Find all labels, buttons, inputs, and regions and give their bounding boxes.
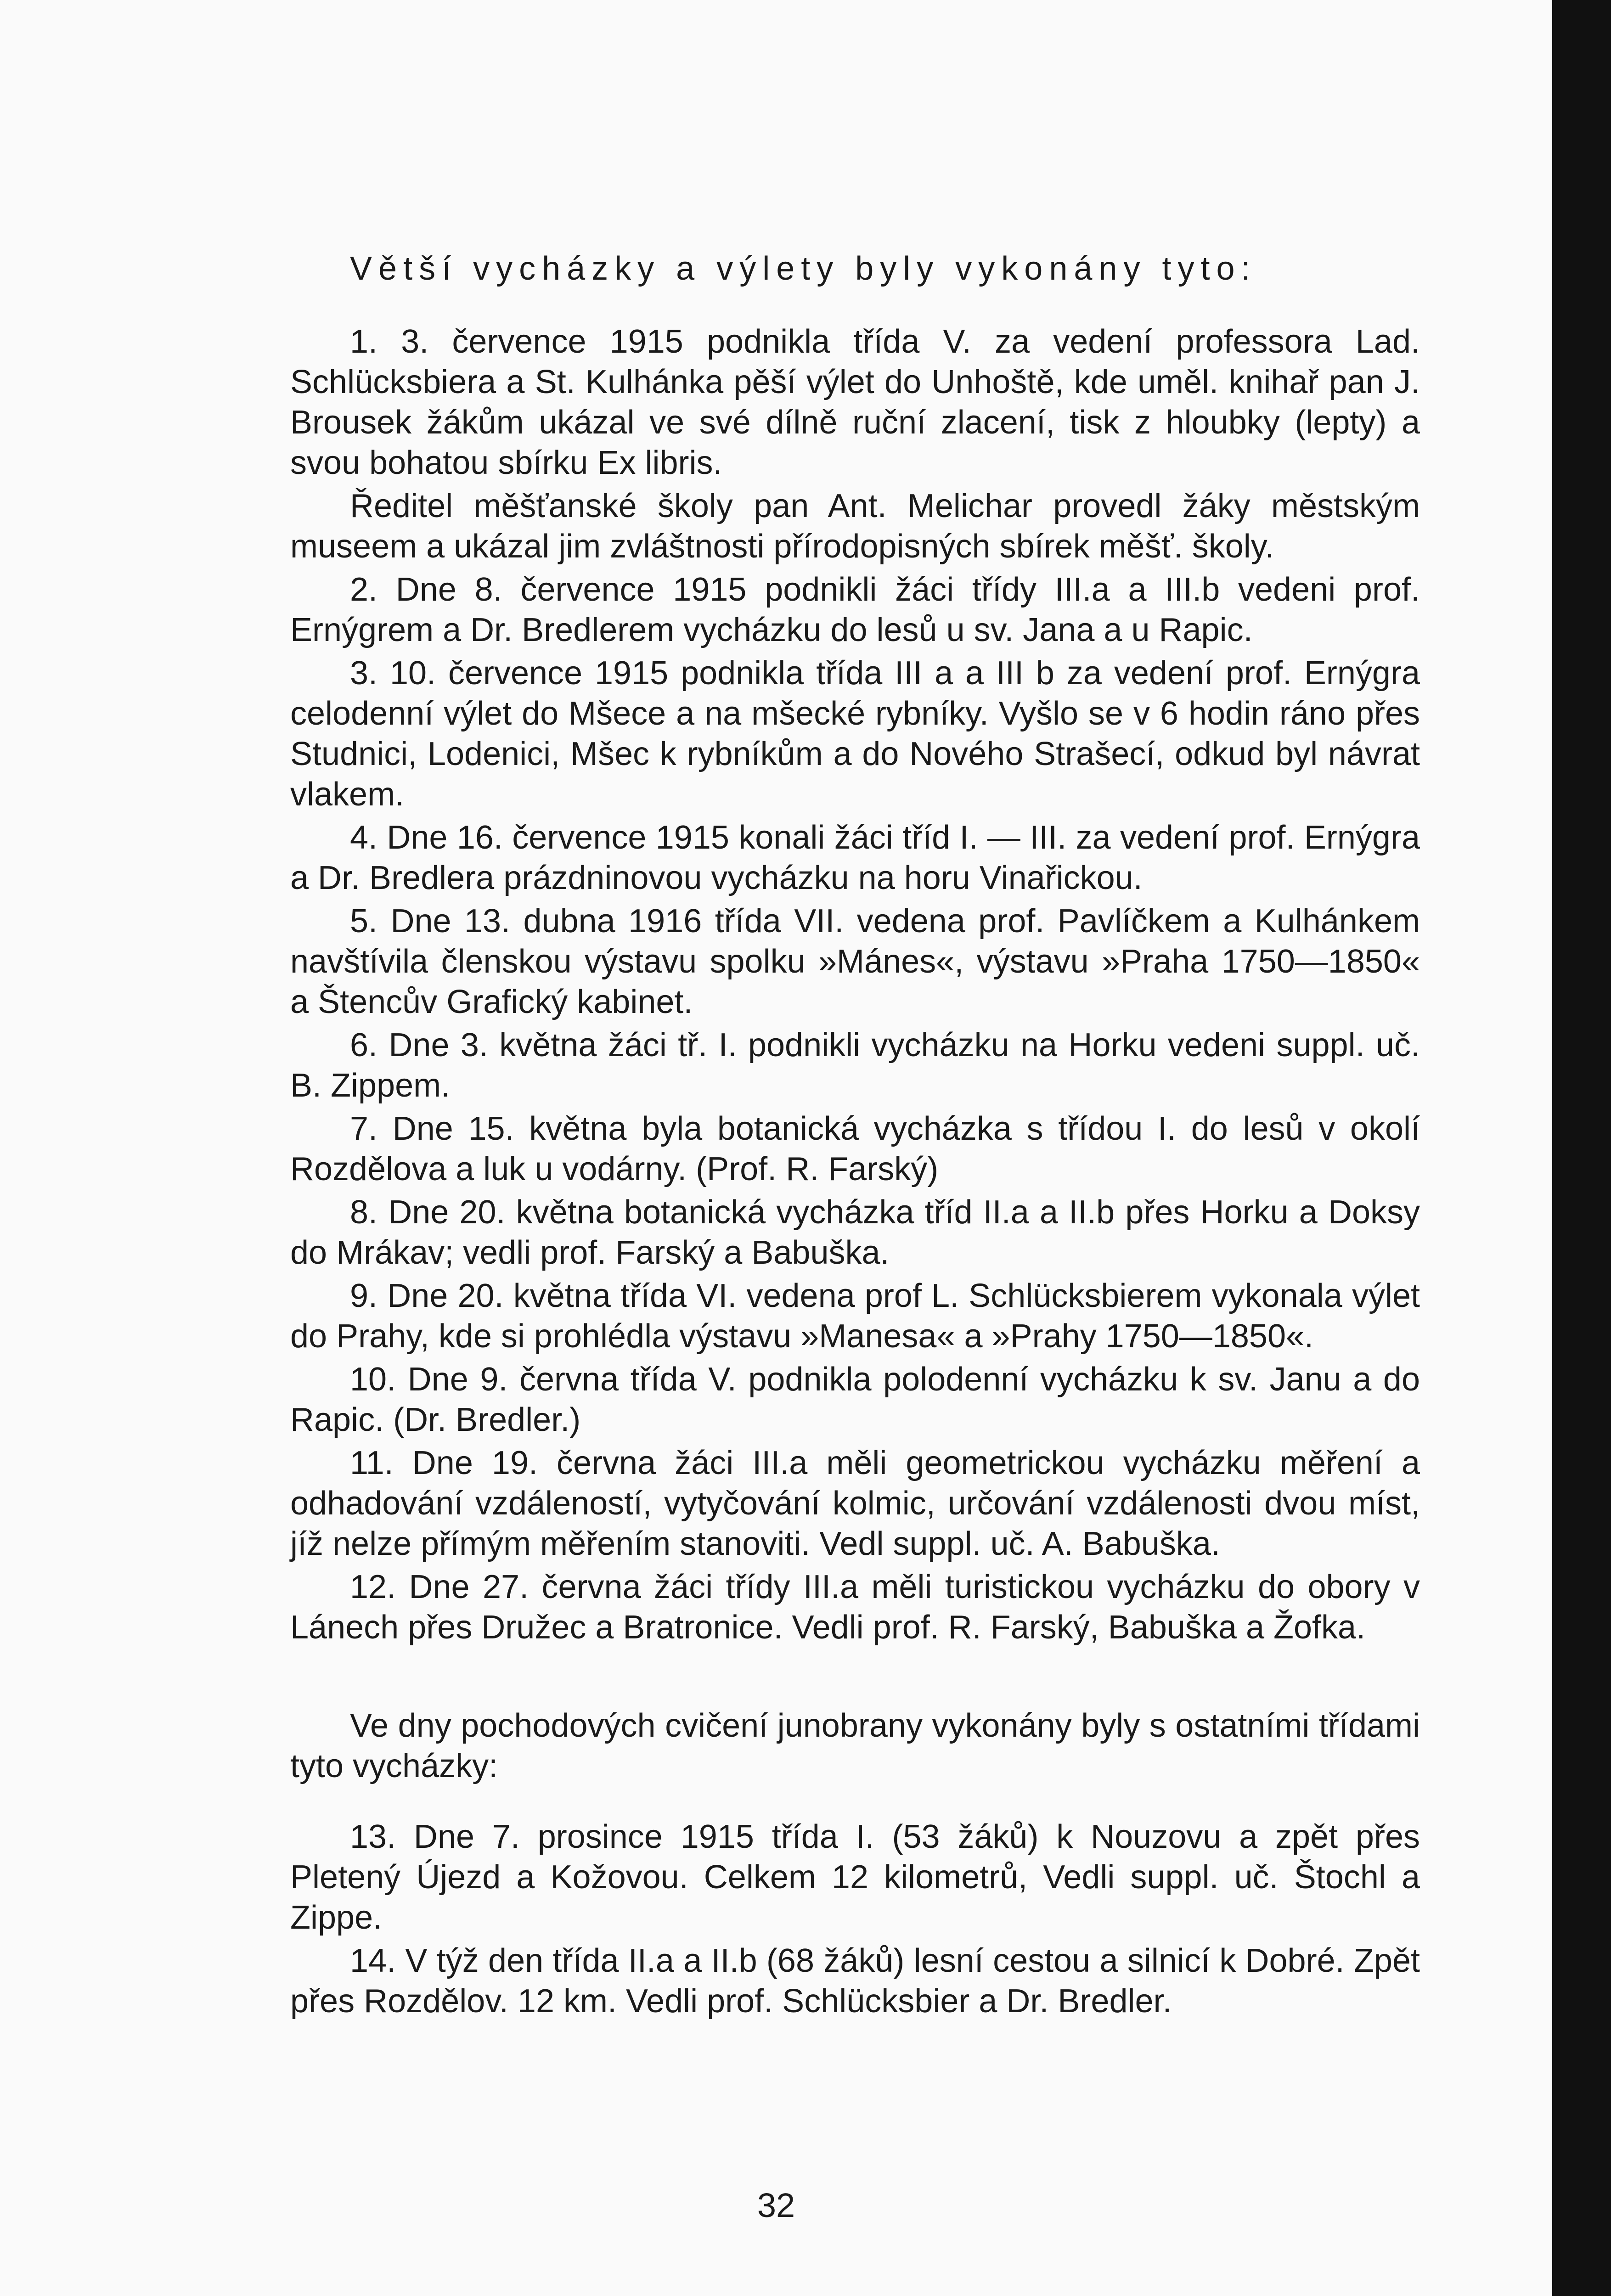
- paragraph-14: 14. V týž den třída II.a a II.b (68 žáků) lesní cestou a silnicí k Dobré. Zpět přes Rozdělov. 12 km. Vedli prof. Schlücksbier a Dr. Bredler.: [290, 1942, 1420, 2020]
- paragraph-12: 12. Dne 27. června žáci třídy III.a měli turistickou vycházku do obory v Lánech přes Družec a Bratronice. Vedli prof. R. Farský, Babuška a Žofka.: [290, 1569, 1420, 1646]
- paragraph-4: 4. Dne 16. července 1915 konali žáci tříd I. — III. za vedení prof. Ernýgra a Dr. Bredlera prázdninovou vycházku na horu Vinařickou.: [290, 819, 1420, 896]
- section-gap: [290, 1650, 1420, 1705]
- page-text-block: [290, 248, 1420, 2024]
- page-number: 32: [757, 2186, 795, 2224]
- paragraph-9: 9. Dne 20. května třída VI. vedena prof L. Schlücksbierem vykonala výlet do Prahy, kde si prohlédla výstavu »Manesa« a »Prahy 1750—1850«.: [290, 1277, 1420, 1355]
- paragraph-1: 1. 3. července 1915 podnikla třída V. za vedení professora Lad. Schlücksbiera a St. Kulhánka pěší výlet do Unhoště, kde uměl. knihař pan J. Brousek žákům ukázal ve své dílně ruční zlacení, tisk z hloubky (lepty) a svou bohatou sbírku Ex libris.: [290, 323, 1420, 481]
- scan-right-edge: [1552, 0, 1611, 2296]
- paragraph-6: 6. Dne 3. května žáci tř. I. podnikli vycházku na Horku vedeni suppl. uč. B. Zippem.: [290, 1027, 1420, 1104]
- paragraph-10: 10. Dne 9. června třída V. podnikla polodenní vycházku k sv. Janu a do Rapic. (Dr. Bredler.): [290, 1361, 1420, 1438]
- paragraph-2: 2. Dne 8. července 1915 podnikli žáci třídy III.a a III.b vedeni prof. Ernýgrem a Dr. Bredlerem vycházku do lesů u sv. Jana a u Rapic.: [290, 571, 1420, 648]
- paragraph-1b: Ředitel měšťanské školy pan Ant. Melichar provedl žáky městským museem a ukázal jim zvláštnosti přírodopisných sbírek měšť. školy.: [290, 488, 1420, 565]
- section-heading: Větší vycházky a výlety byly vykonány tyto:: [350, 250, 1257, 287]
- paragraph-11: 11. Dne 19. června žáci III.a měli geometrickou vycházku měření a odhadování vzdáleností, vytyčování kolmic, určování vzdálenosti dvou míst, jíž nelze přímým měřením stanoviti. Vedl suppl. uč. A. Babuška.: [290, 1445, 1420, 1562]
- section-gap-small: [290, 1789, 1420, 1817]
- section2-intro: Ve dny pochodových cvičení junobrany vykonány byly s ostatními třídami tyto vycházky:: [290, 1707, 1420, 1784]
- paragraph-3: 3. 10. července 1915 podnikla třída III a a III b za vedení prof. Ernýgra celodenní výlet do Mšece a na mšecké rybníky. Vyšlo se v 6 hodin ráno přes Studnici, Lodenici, Mšec k rybníkům a do Nového Strašecí, odkud byl návrat vlakem.: [290, 655, 1420, 813]
- paragraph-7: 7. Dne 15. května byla botanická vycházka s třídou I. do lesů v okolí Rozdělova a luk u vodárny. (Prof. R. Farský): [290, 1110, 1420, 1187]
- paragraph-8: 8. Dne 20. května botanická vycházka tříd II.a a II.b přes Horku a Doksy do Mrákav; vedli prof. Farský a Babuška.: [290, 1194, 1420, 1271]
- paragraph-5: 5. Dne 13. dubna 1916 třída VII. vedena prof. Pavlíčkem a Kulhánkem navštívila členskou výstavu spolku »Mánes«, výstavu »Praha 1750—1850« a Štencův Grafický kabinet.: [290, 903, 1420, 1020]
- paragraph-13: 13. Dne 7. prosince 1915 třída I. (53 žáků) k Nouzovu a zpět přes Pletený Újezd a Kožovou. Celkem 12 kilometrů, Vedli suppl. uč. Štochl a Zippe.: [290, 1818, 1420, 1936]
